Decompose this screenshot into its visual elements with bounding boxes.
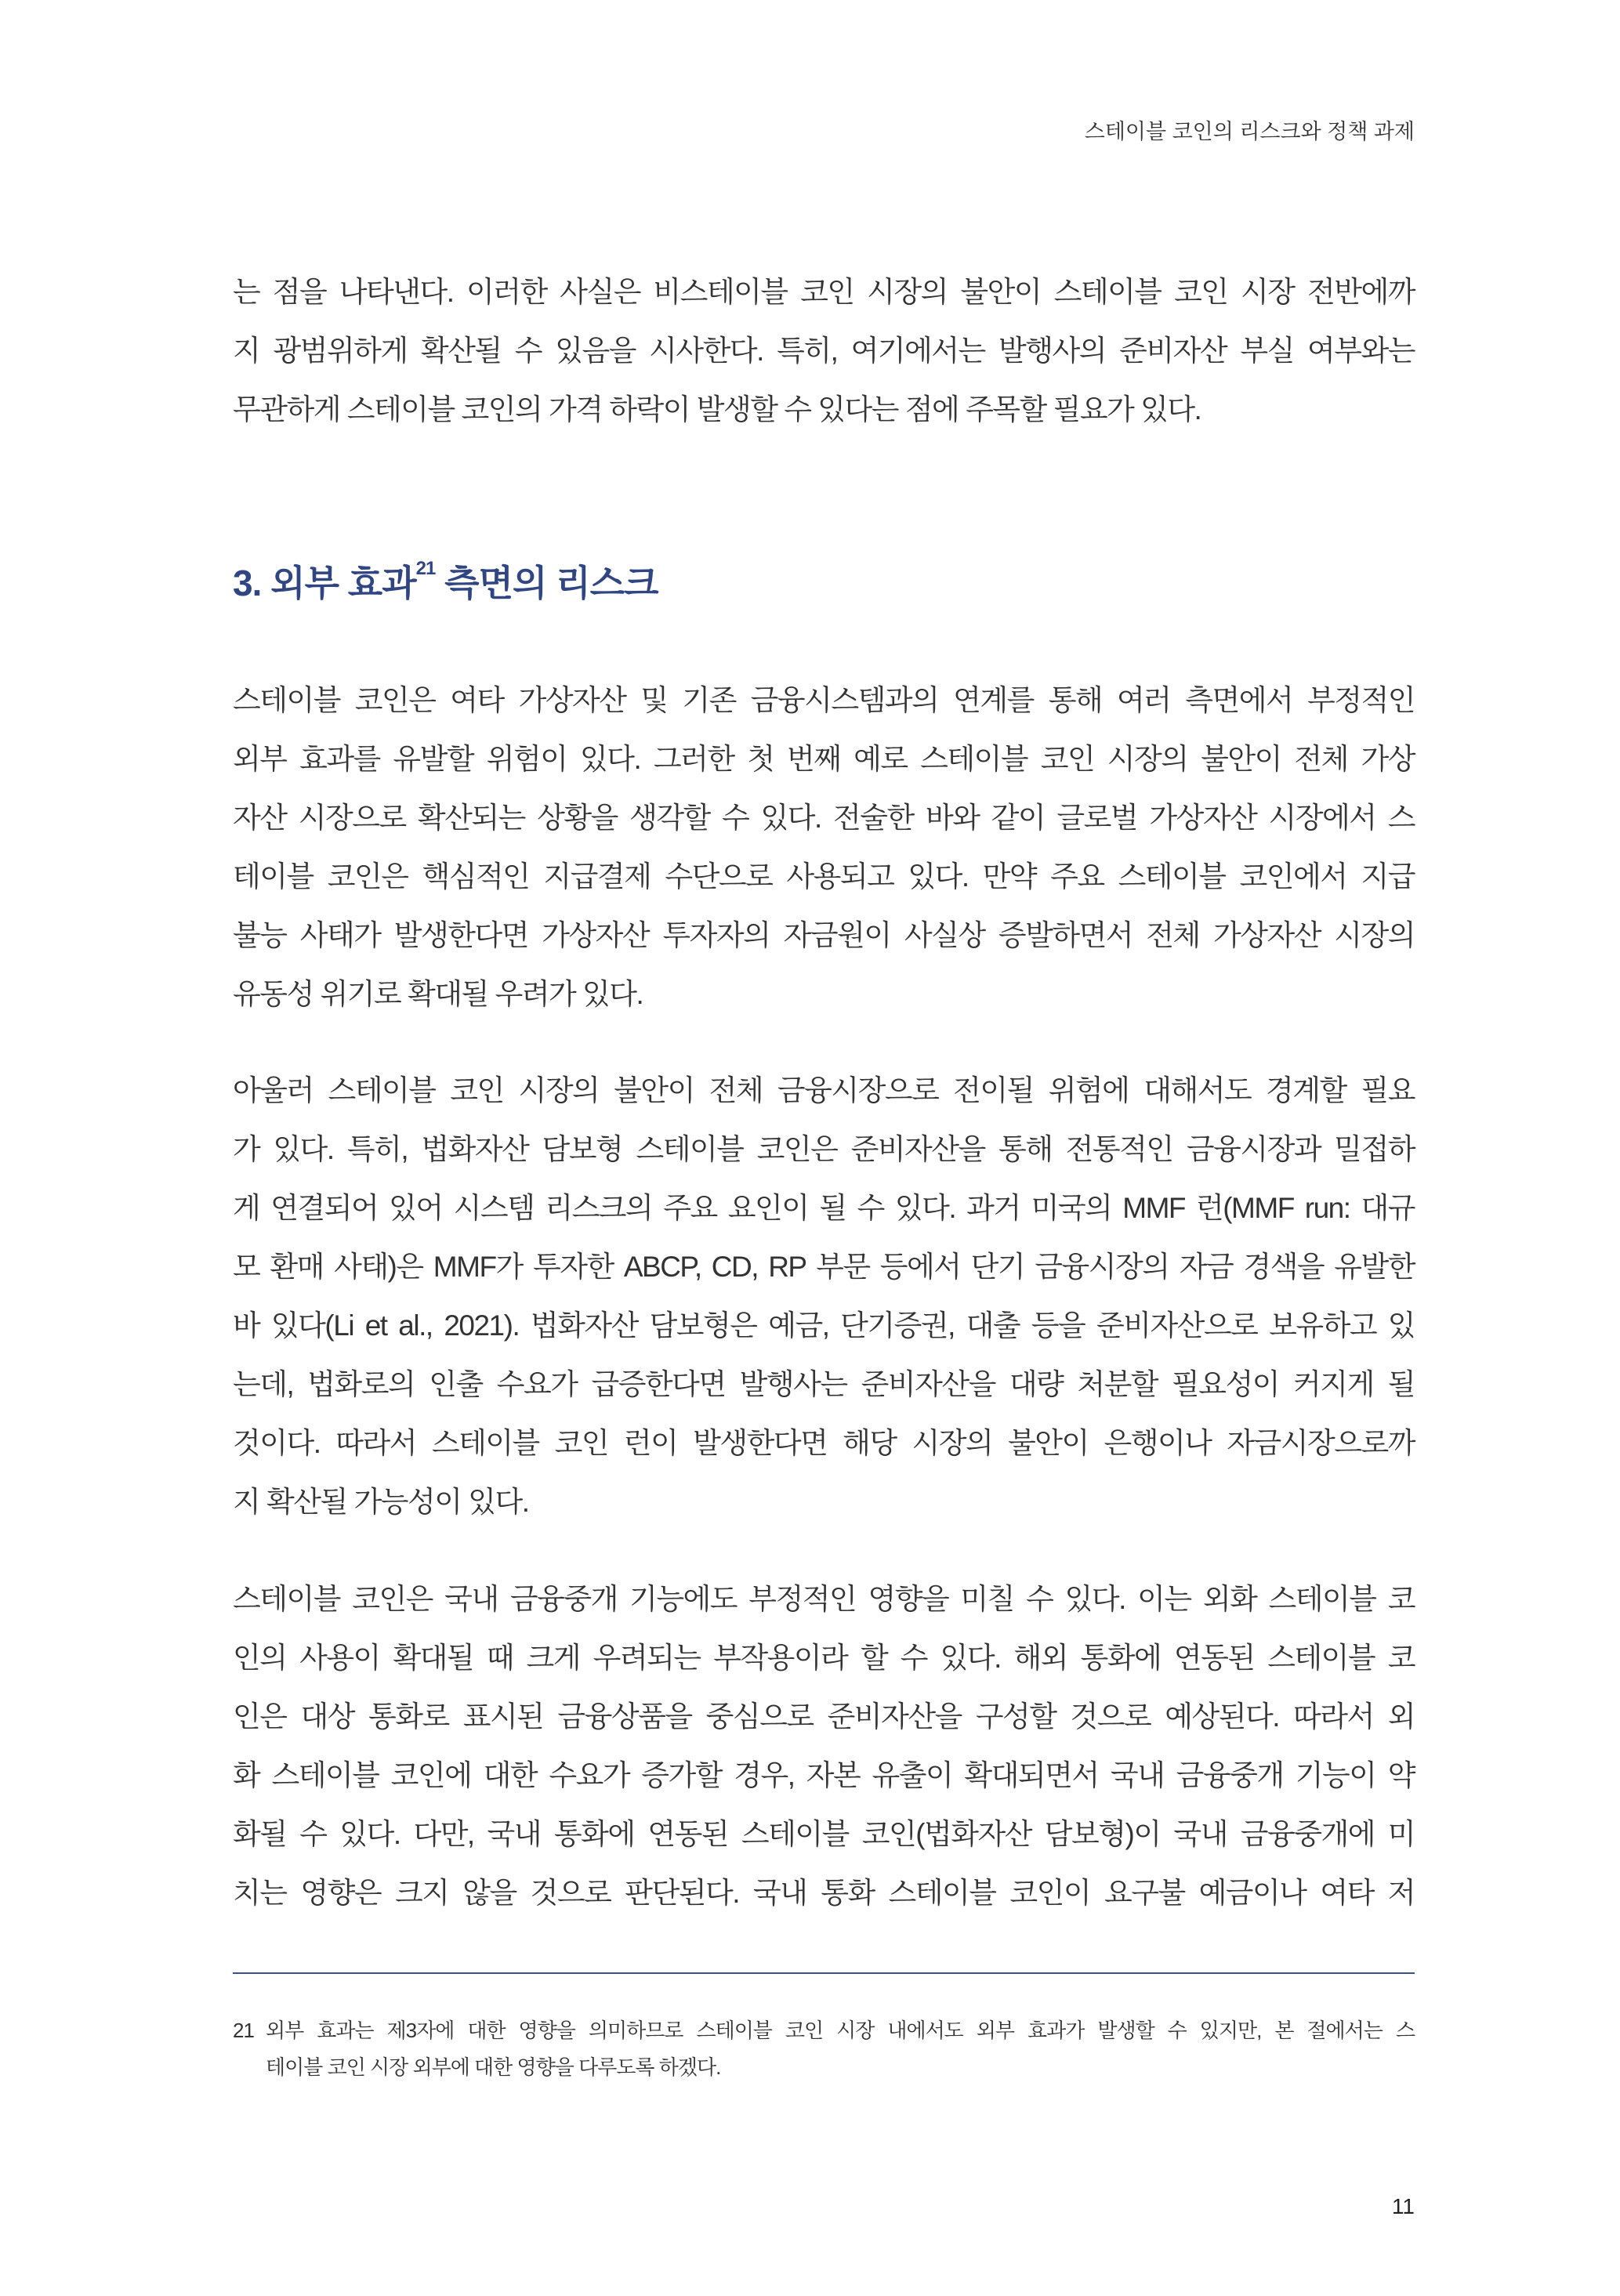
footnote-line (233, 2012, 1415, 2049)
text-line: 치는 영향은 크지 않을 것으로 판단된다. 국내 통화 스테이블 코인이 요구불 예금이나 여타 저 (233, 1877, 1415, 1909)
heading-text: 측면의 리스크 (435, 563, 658, 603)
text-line: 자산 시장으로 확산되는 상황을 생각할 수 있다. 전술한 바와 같이 글로벌 가상자산 시장에서 스 (233, 802, 1415, 834)
paragraph-financial-market (233, 1061, 1415, 1531)
paragraph-external-effects (233, 671, 1415, 1023)
text-line: 는 점을 나타낸다. 이러한 사실은 비스테이블 코인 시장의 불안이 스테이블 코인 시장 전반에까 (233, 276, 1415, 308)
text-line: 바 있다(Li et al., 2021). 법화자산 담보형은 예금, 단기증권, 대출 등을 준비자산으로 보유하고 있 (233, 1309, 1415, 1342)
text-line: 화될 수 있다. 다만, 국내 통화에 연동된 스테이블 코인(법화자산 담보형)이 국내 금융중개에 미 (233, 1818, 1415, 1850)
text-line: 유동성 위기로 확대될 우려가 있다. (233, 978, 643, 1010)
text-line: 가 있다. 특히, 법화자산 담보형 스테이블 코인은 준비자산을 통해 전통적인 금융시장과 밀접하 (233, 1133, 1415, 1165)
paragraph-continued (233, 263, 1415, 439)
page-number: 11 (1391, 2194, 1415, 2218)
text-line: 지 확산될 가능성이 있다. (233, 1486, 529, 1518)
footnote-line: 테이블 코인 시장 외부에 대한 영향을 다루도록 하겠다. (266, 2055, 721, 2079)
text-line: 인의 사용이 확대될 때 크게 우려되는 부작용이라 할 수 있다. 해외 통화에 연동된 스테이블 코 (233, 1642, 1415, 1674)
paragraph-domestic-intermediation (233, 1570, 1415, 1922)
footnote-number: 21 (233, 2019, 254, 2042)
section-heading (233, 555, 658, 607)
text-line: 는데, 법화로의 인출 수요가 급증한다면 발행사는 준비자산을 대량 처분할 필요성이 커지게 될 (233, 1368, 1415, 1400)
heading-text: 3. 외부 효과 (233, 563, 416, 603)
text-line: 지 광범위하게 확산될 수 있음을 시사한다. 특히, 여기에서는 발행사의 준비자산 부실 여부와는 (233, 335, 1415, 367)
text-line: 모 환매 사태)은 MMF가 투자한 ABCP, CD, RP 부문 등에서 단기 금융시장의 자금 경색을 유발한 (233, 1251, 1415, 1283)
footnote-divider (233, 1972, 1415, 1974)
footnote (233, 2012, 1415, 2086)
text-line: 스테이블 코인은 국내 금융중개 기능에도 부정적인 영향을 미칠 수 있다. 이는 외화 스테이블 코 (233, 1583, 1415, 1615)
text-line: 게 연결되어 있어 시스템 리스크의 주요 요인이 될 수 있다. 과거 미국의 MMF 런(MMF run: 대규 (233, 1192, 1415, 1224)
text-line: 아울러 스테이블 코인 시장의 불안이 전체 금융시장으로 전이될 위험에 대해서도 경계할 필요 (233, 1074, 1415, 1106)
text-line: 화 스테이블 코인에 대한 수요가 증가할 경우, 자본 유출이 확대되면서 국내 금융중개 기능이 약 (233, 1759, 1415, 1791)
footnote-text: 외부 효과는 제3자에 대한 영향을 의미하므로 스테이블 코인 시장 내에서도 외부 효과가 발생할 수 있지만, 본 절에서는 스 (266, 2019, 1415, 2042)
footnote-ref[interactable]: 21 (415, 558, 436, 579)
running-head: 스테이블 코인의 리스크와 정책 과제 (1084, 120, 1415, 143)
text-line: 외부 효과를 유발할 위험이 있다. 그러한 첫 번째 예로 스테이블 코인 시장의 불안이 전체 가상 (233, 743, 1415, 775)
text-line: 것이다. 따라서 스테이블 코인 런이 발생한다면 해당 시장의 불안이 은행이나 자금시장으로까 (233, 1427, 1415, 1459)
text-line: 불능 사태가 발생한다면 가상자산 투자자의 자금원이 사실상 증발하면서 전체 가상자산 시장의 (233, 919, 1415, 951)
text-line: 무관하게 스테이블 코인의 가격 하락이 발생할 수 있다는 점에 주목할 필요가 있다. (233, 393, 1201, 426)
text-line: 인은 대상 통화로 표시된 금융상품을 중심으로 준비자산을 구성할 것으로 예상된다. 따라서 외 (233, 1700, 1415, 1733)
text-line: 스테이블 코인은 여타 가상자산 및 기존 금융시스템과의 연계를 통해 여러 측면에서 부정적인 (233, 684, 1415, 716)
text-line: 테이블 코인은 핵심적인 지급결제 수단으로 사용되고 있다. 만약 주요 스테이블 코인에서 지급 (233, 860, 1415, 893)
